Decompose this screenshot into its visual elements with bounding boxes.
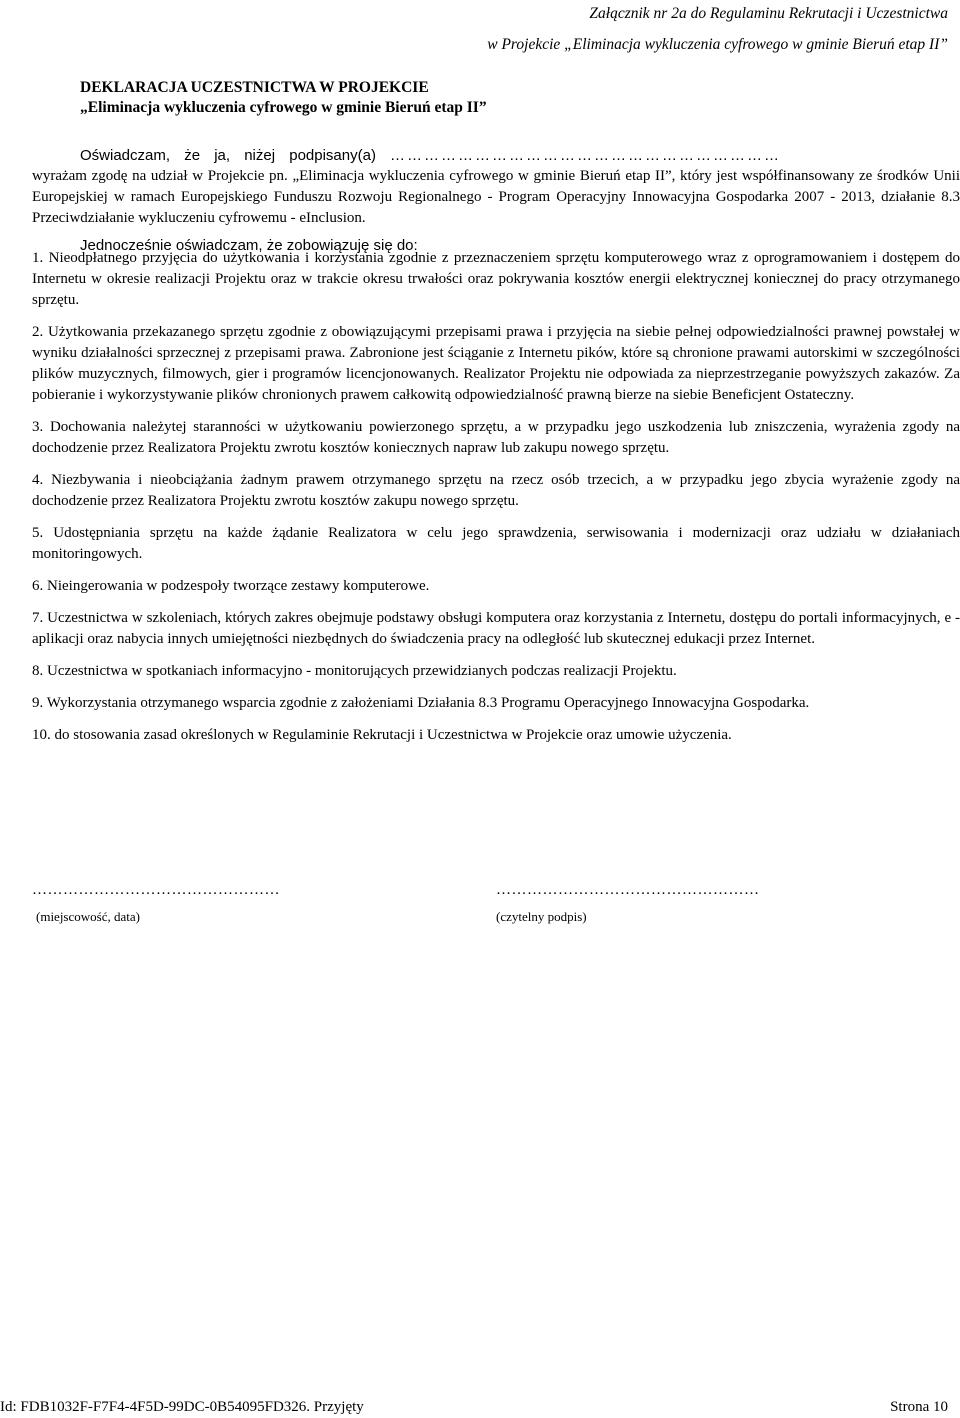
header-line-2: w Projekcie „Eliminacja wykluczenia cyfrowego w gminie Bieruń etap II” <box>487 36 948 53</box>
list-item: 3. Dochowania należytej staranności w użytkowaniu powierzonego sprzętu, a w przypadku jego uszkodzenia lub zniszczenia, wyrażenia zgody na dochodzenie przez Realizatora Projektu zwrotu kosztów koniecznych napraw lub zakupu nowego sprzętu. <box>32 419 960 456</box>
list-item: 6. Nieingerowania w podzespoły tworzące zestawy komputerowe. <box>32 578 430 594</box>
list-item: 10. do stosowania zasad określonych w Regulaminie Rekrutacji i Uczestnictwa w Projekcie oraz umowie użyczenia. <box>32 727 732 743</box>
place-date-label: (miejscowość, data) <box>36 909 140 924</box>
commitment-intro: Jednocześnie oświadczam, że zobowiązuję się do: <box>80 237 418 254</box>
list-item: 8. Uczestnictwa w spotkaniach informacyjno - monitorujących przewidzianych podczas realizacji Projektu. <box>32 663 677 679</box>
list-item: 5. Udostępniania sprzętu na każde żądanie Realizatora w celu jego sprawdzenia, serwisowania i modernizacji oraz udziału w działaniach monitoringowych. <box>32 525 960 562</box>
list-item: 7. Uczestnictwa w szkoleniach, których zakres obejmuje podstawy obsługi komputera oraz korzystania z Internetu, dostępu do portali informacyjnych, e - aplikacji oraz nabycia innych umiejętności niezbędnych do świadczenia pracy na odległość lub skutecznej edukacji przez Internet. <box>32 610 960 647</box>
list-item: 9. Wykorzystania otrzymanego wsparcia zgodnie z założeniami Działania 8.3 Programu Operacyjnego Innowacyjna Gospodarka. <box>32 695 810 711</box>
commitment-list <box>32 248 960 746</box>
declaration-paragraph <box>32 166 960 229</box>
list-item: 2. Użytkowania przekazanego sprzętu zgodnie z obowiązującymi przepisami prawa i przyjęcia na siebie pełnej odpowiedzialności prawnej powstałej w wyniku działalności sprzecznej z przepisami prawa. Zabronione jest ściąganie z Internetu pików, które są chronione prawami autorskimi w szczególności plików muzycznych, filmowych, gier i programów licencjonowanych. Realizator Projektu nie odpowiada za nieprzestrzeganie powyższych zakazów. Za pobieranie i wykorzystywanie plików chronionych prawem całkowitą odpowiedzialność prawną bierze na siebie Beneficjent Ostateczny. <box>32 324 960 403</box>
declaration-lead <box>80 145 781 166</box>
place-date-line: ………………………………………… <box>32 882 280 898</box>
signature-label: (czytelny podpis) <box>496 909 587 924</box>
declaration-paragraph-text: wyrażam zgodę na udział w Projekcie pn. „Eliminacja wykluczenia cyfrowego w gminie Bieruń etap II”, który jest współfinansowany ze środków Unii Europejskiej w ramach Europejskiego Funduszu Rozwoju Regionalnego - Program Operacyjny Innowacyjna Gospodarka 2007 - 2013, działanie 8.3 Przeciwdziałanie wykluczeniu cyfrowemu - eInclusion. <box>32 168 960 226</box>
list-item: 1. Nieodpłatnego przyjęcia do użytkowania i korzystania zgodnie z przeznaczeniem sprzętu komputerowego wraz z oprogramowaniem i dostępem do Internetu w okresie realizacji Projektu oraz w trakcie okresu trwałości oraz pokrywania kosztów energii elektrycznej koniecznej do pracy otrzymanego sprzętu. <box>32 250 960 308</box>
document-title: DEKLARACJA UCZESTNICTWA W PROJEKCIE <box>80 79 429 96</box>
document-subtitle: „Eliminacja wykluczenia cyfrowego w gminie Bieruń etap II” <box>80 99 487 116</box>
header-line-1: Załącznik nr 2a do Regulaminu Rekrutacji i Uczestnictwa <box>589 5 948 22</box>
signature-line: …………………………………………… <box>496 882 760 898</box>
list-item: 4. Niezbywania i nieobciążania żadnym prawem otrzymanego sprzętu na rzecz osób trzecich, a w przypadku jego zbycia wyrażenie zgody na dochodzenie przez Realizatora Projektu zwrotu kosztów zakupu nowego sprzętu. <box>32 472 960 509</box>
footer-page-number: Strona 10 <box>890 1399 948 1415</box>
name-fill-line: …………………………………………………………… <box>389 147 781 164</box>
declaration-lead-text: Oświadczam, że ja, niżej podpisany(a) <box>80 147 376 164</box>
footer-document-id: Id: FDB1032F-F7F4-4F5D-99DC-0B54095FD326. Przyjęty <box>0 1399 364 1415</box>
